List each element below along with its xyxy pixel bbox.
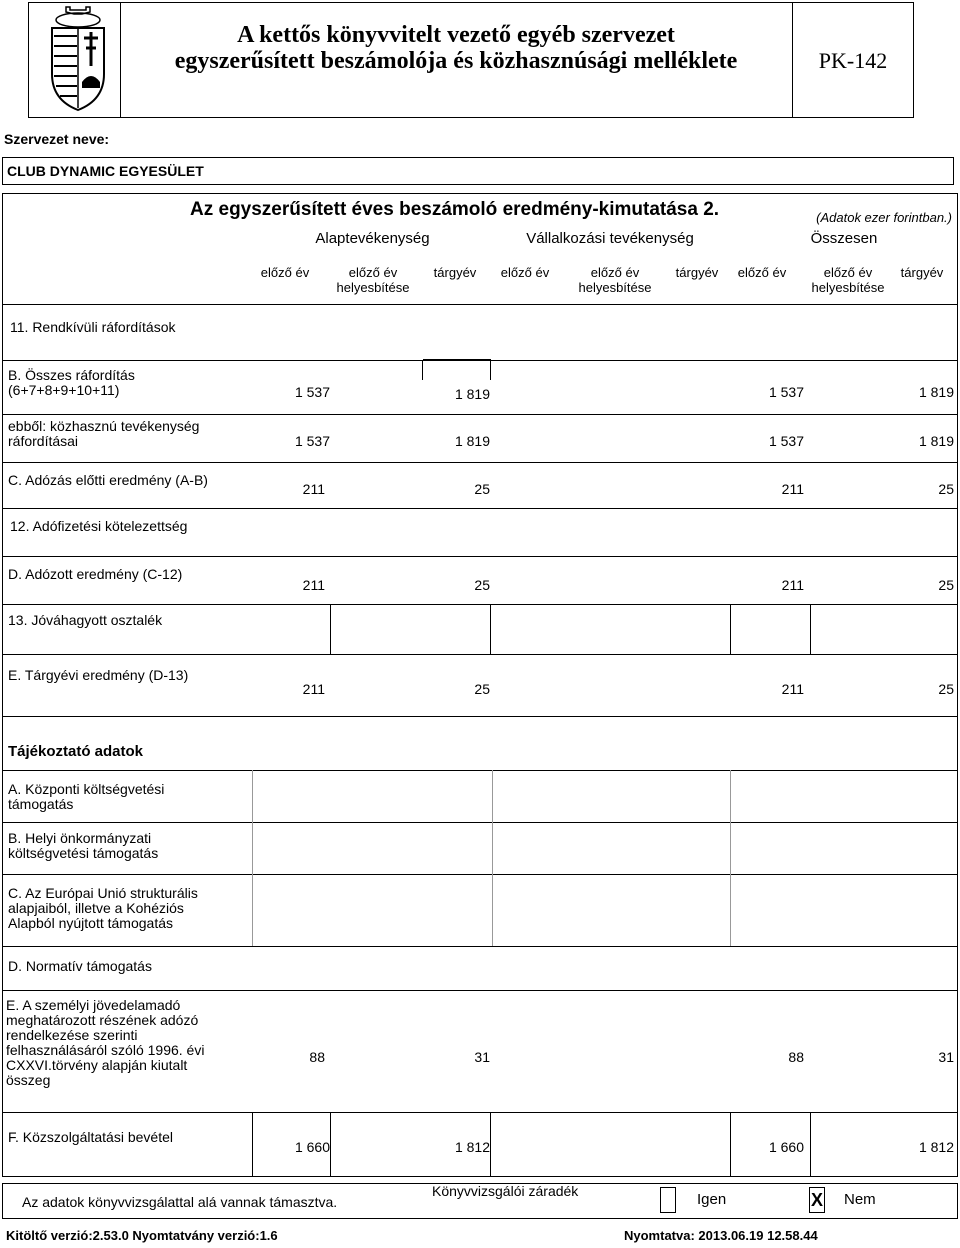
version-info: Kitöltő verzió:2.53.0 Nyomtatvány verzió:1.6 (6, 1228, 278, 1243)
group-header-business: Vállalkozási tevékenység (526, 230, 694, 247)
group-header-total: Összesen (810, 230, 878, 247)
col-bus-corr: előző év helyesbítése (578, 265, 652, 295)
row-D-tot-prev: 211 (781, 577, 804, 593)
row-C-label: C. Adózás előtti eredmény (A-B) (8, 472, 208, 488)
form-code: PK-142 (818, 48, 888, 73)
row-C-base-curr: 25 (474, 481, 490, 497)
info-F-label: F. Közszolgáltatási bevétel (8, 1129, 173, 1145)
row-D-base-curr: 25 (474, 577, 490, 593)
form-title-line2: egyszerűsített beszámolója és közhasznúsági melléklete (174, 48, 738, 74)
row-D-base-prev: 211 (302, 577, 325, 593)
info-F-base-curr: 1 812 (454, 1139, 490, 1155)
info-E-label: E. A személyi jövedelamadó meghatározott részének adózó rendelkezése szerinti felhasználásáról szóló 1996. évi CXXVI.törvény alapján kiutalt összeg (6, 997, 205, 1088)
table-title: Az egyszerűsített éves beszámoló eredmény-kimutatása 2. (190, 199, 720, 220)
info-E-tot-prev: 88 (788, 1049, 804, 1065)
col-bus-prev: előző év (500, 265, 550, 280)
audit-statement: Az adatok könyvvizsgálattal alá vannak támasztva. (22, 1194, 338, 1210)
audit-no-label: Nem (844, 1191, 876, 1208)
row-B-base-prev: 1 537 (294, 384, 330, 400)
col-base-curr: tárgyév (433, 265, 477, 280)
row-E-tot-curr: 25 (938, 681, 954, 697)
col-base-corr: előző év helyesbítése (336, 265, 410, 295)
row-C-base-prev: 211 (302, 481, 325, 497)
info-E-tot-curr: 31 (938, 1049, 954, 1065)
row-public-benefit-label: ebből: közhasznú tevékenység ráfordításai (8, 418, 200, 449)
row-E-base-prev: 211 (302, 681, 325, 697)
row-public-benefit-base-prev: 1 537 (294, 433, 330, 449)
row-public-benefit-tot-prev: 1 537 (768, 433, 804, 449)
col-base-prev: előző év (260, 265, 310, 280)
info-E-base-prev: 88 (309, 1049, 325, 1065)
row-D-tot-curr: 25 (938, 577, 954, 593)
row-13-label: 13. Jóváhagyott osztalék (8, 612, 163, 628)
row-B-tot-curr: 1 819 (918, 384, 954, 400)
row-B-label: B. Összes ráfordítás (6+7+8+9+10+11) (8, 367, 135, 398)
info-B-label: B. Helyi önkormányzati költségvetési támogatás (8, 830, 159, 861)
row-B-base-curr: 1 819 (454, 386, 490, 402)
info-section-title: Tájékoztató adatok (8, 743, 144, 760)
row-public-benefit-tot-curr: 1 819 (918, 433, 954, 449)
org-name: CLUB DYNAMIC EGYESÜLET (7, 163, 204, 179)
info-F-tot-curr: 1 812 (918, 1139, 954, 1155)
info-C-label: C. Az Európai Unió strukturális alapjaiból, illetve a Kohéziós Alapból nyújtott támogatás (8, 885, 198, 931)
row-E-tot-prev: 211 (781, 681, 804, 697)
row-D-label: D. Adózott eredmény (C-12) (8, 566, 183, 582)
form-title-line1: A kettős könyvvitelt vezető egyéb szervezet (237, 22, 675, 48)
col-bus-curr: tárgyév (675, 265, 719, 280)
unit-note: (Adatok ezer forintban.) (816, 210, 952, 225)
info-F-base-prev: 1 660 (294, 1139, 330, 1155)
audit-no-mark: X (810, 1190, 823, 1210)
col-tot-prev: előző év (737, 265, 787, 280)
info-F-tot-prev: 1 660 (768, 1139, 804, 1155)
row-E-base-curr: 25 (474, 681, 490, 697)
info-D-label: D. Normatív támogatás (8, 958, 152, 974)
info-E-base-curr: 31 (474, 1049, 490, 1065)
group-header-base: Alaptevékenység (315, 230, 430, 247)
coat-of-arms-emblem (40, 4, 116, 114)
audit-title: Könyvvizsgálói záradék (432, 1183, 579, 1199)
row-11-label: 11. Rendkívüli ráfordítások (10, 319, 176, 335)
row-12-label: 12. Adófizetési kötelezettség (10, 518, 188, 534)
row-B-tot-prev: 1 537 (768, 384, 804, 400)
audit-yes-checkbox[interactable] (660, 1187, 676, 1213)
row-C-tot-prev: 211 (781, 481, 804, 497)
print-timestamp: Nyomtatva: 2013.06.19 12.58.44 (624, 1228, 818, 1243)
audit-yes-label: Igen (697, 1191, 727, 1208)
row-C-tot-curr: 25 (938, 481, 954, 497)
col-tot-curr: tárgyév (900, 265, 944, 280)
info-A-label: A. Központi költségvetési támogatás (8, 781, 165, 812)
row-public-benefit-base-curr: 1 819 (454, 433, 490, 449)
col-tot-corr: előző év helyesbítése (811, 265, 885, 295)
org-label: Szervezet neve: (4, 131, 110, 147)
row-E-label: E. Tárgyévi eredmény (D-13) (8, 667, 189, 683)
